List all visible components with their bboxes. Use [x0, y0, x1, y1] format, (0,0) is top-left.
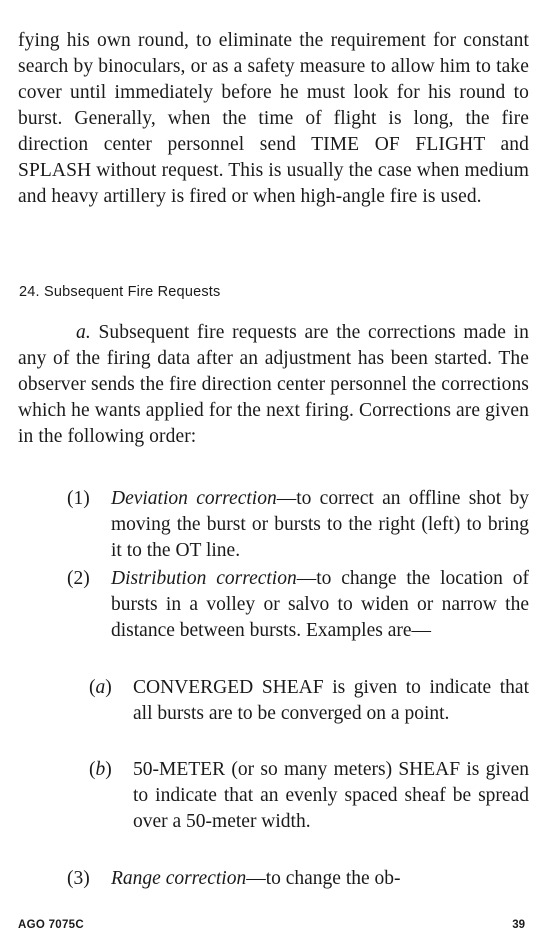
- footer-document-id: AGO 7075C: [18, 919, 84, 931]
- sub-item-text: 50-METER (or so many meters) SHEAF is given to indicate that an evenly spaced sheaf be spread over a 50-meter width.: [133, 759, 529, 832]
- paragraph-a-text: [18, 320, 529, 450]
- list-item-number: (1): [67, 488, 90, 509]
- list-item-text: [111, 866, 529, 892]
- list-item-title: Range correction: [111, 868, 247, 889]
- list-item-body: —to correct an offline shot by moving the burst or bursts to the right (left) to bring it to the OT line.: [111, 488, 529, 561]
- list-item-distribution: [67, 566, 529, 644]
- paragraph-body: Subsequent fire requests are the corrections made in any of the firing data after an adjustment has been started. The observer sends the fire direction center personnel the corrections which he wants applied for the next firing. Corrections are given in the following order:: [18, 322, 529, 447]
- list-item-text: [111, 486, 529, 564]
- list-item-body: —to change the location of bursts in a volley or salvo to widen or narrow the distance between bursts. Examples are—: [111, 568, 529, 641]
- list-item-title: Distribution correction: [111, 568, 297, 589]
- list-item-deviation: [67, 486, 529, 564]
- list-item-title: Deviation correction: [111, 488, 277, 509]
- sub-item-text: CONVERGED SHEAF is given to indicate that all bursts are to be converged on a point.: [133, 677, 529, 724]
- list-item-body: —to change the ob-: [246, 868, 401, 889]
- sub-item-letter-text: a: [95, 677, 106, 698]
- paragraph-a: [18, 320, 529, 450]
- sub-item-50-meter: [89, 757, 529, 835]
- intro-paragraph: [18, 28, 529, 210]
- list-item-range: [67, 866, 529, 892]
- page-number: 39: [512, 919, 525, 931]
- sub-item-converged: [89, 675, 529, 727]
- section-heading: 24. Subsequent Fire Requests: [19, 284, 221, 300]
- list-item-text: [111, 566, 529, 644]
- sub-item-letter: (b): [89, 759, 112, 780]
- sub-item-letter-text: b: [95, 759, 106, 780]
- sub-item-letter: (a): [89, 677, 112, 698]
- paragraph-text: fying his own round, to eliminate the requirement for constant search by binoculars, or as a safety measure to allow him to take cover until immediately before he must look for his round to burst. Generally, when the time of flight is long, the fire direction center personnel send TIME OF FLIGHT and SPLASH without request. This is usually the case when medium and heavy artillery is fired or when high-angle fire is used.: [18, 30, 529, 207]
- list-item-number: (3): [67, 868, 90, 889]
- paragraph-label: a.: [76, 322, 91, 343]
- list-item-number: (2): [67, 568, 90, 589]
